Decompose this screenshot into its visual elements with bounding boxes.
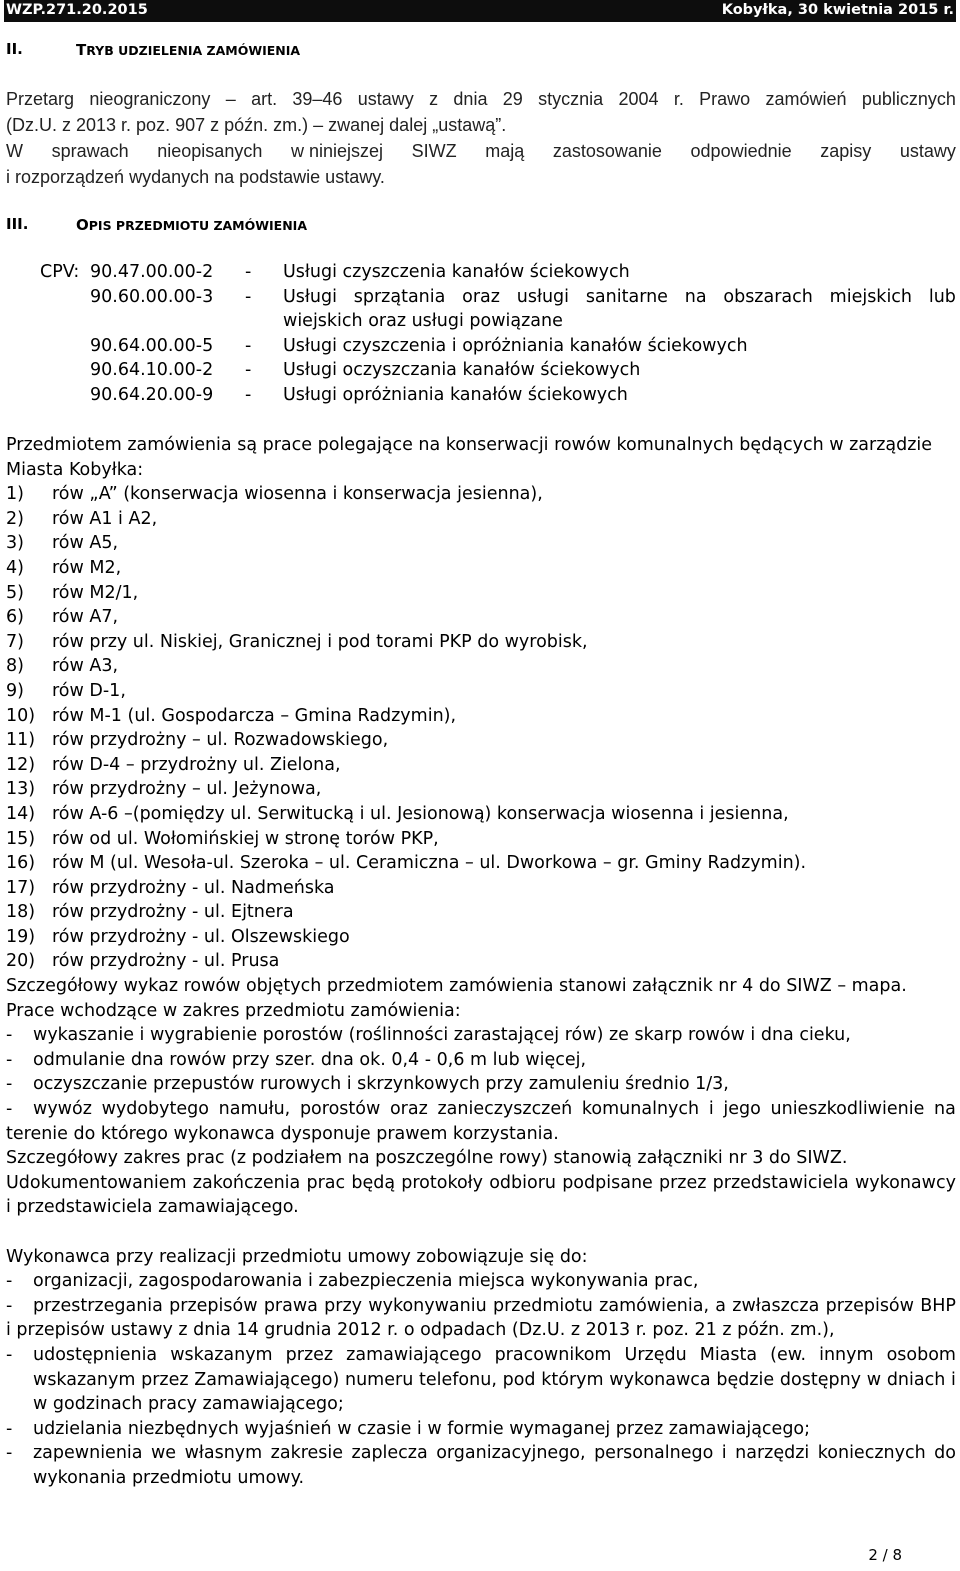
word: –: [225, 89, 236, 109]
word: dostępny: [779, 1369, 862, 1390]
word: na: [934, 1099, 956, 1120]
word: Urzędu: [624, 1344, 687, 1365]
list-text: rów przydrożny – ul. Rozwadowskiego,: [52, 730, 389, 751]
works-bullet-cont: terenie do którego wykonawca dysponuje prawem korzystania.: [6, 1123, 559, 1144]
word: wywóz: [33, 1099, 92, 1120]
ditch-list-item: [6, 556, 956, 581]
cpv-dash: -: [245, 384, 252, 405]
list-text: rów przydrożny - ul. Prusa: [52, 951, 280, 972]
word: z: [429, 89, 439, 109]
word: BHP: [920, 1295, 956, 1316]
word: we: [150, 1443, 177, 1464]
ditch-list-item: [6, 753, 956, 778]
section-number: III.: [6, 215, 29, 233]
word: (ew.: [770, 1344, 807, 1365]
word: wykonawca: [609, 1369, 711, 1390]
cpv-code: 90.64.10.00-2: [90, 360, 214, 381]
list-number: 11): [6, 730, 36, 751]
word: wykonawcy: [854, 1172, 956, 1193]
word: będzie: [716, 1369, 775, 1390]
page-number: 2 / 8: [868, 1546, 902, 1564]
contractor-bullet: - przestrzegania przepisów prawa przy wykonywaniu przedmiotu zamówienia, a zwłaszcza przepisów BHP: [6, 1294, 956, 1319]
list-text: rów A-6 –(pomiędzy ul. Serwitucką i ul. Jesionową) konserwacja wiosenna i jesienna,: [52, 803, 789, 824]
cpv-code: 90.64.20.00-9: [90, 384, 214, 405]
list-text: rów M-1 (ul. Gospodarcza – Gmina Radzymin),: [52, 705, 457, 726]
cpv-code: 90.47.00.00-2: [90, 262, 214, 282]
ditch-list-item: [6, 827, 956, 852]
word: r.: [673, 89, 684, 109]
ditch-list-item: [6, 925, 956, 950]
word: Usługi: [283, 286, 337, 307]
word: miejskich: [829, 286, 913, 307]
word: obszarach: [723, 286, 813, 307]
section-title-initial: T: [76, 41, 87, 59]
word: 2004: [618, 89, 659, 109]
word: którym: [541, 1369, 604, 1390]
list-text: rów M (ul. Wesoła-ul. Szeroka – ul. Ceramiczna – ul. Dworkowa – gr. Gminy Radzymin).: [52, 853, 807, 874]
document-date: Kobyłka, 30 kwietnia 2015 r.: [721, 2, 954, 18]
ditch-list: [6, 482, 956, 974]
word: przez: [141, 1369, 189, 1390]
ditch-map-note: Szczegółowy wykaz rowów objętych przedmiotem zamówienia stanowi załącznik nr 4 do SIWZ – mapa.: [6, 976, 907, 997]
ditch-list-item: [6, 728, 956, 753]
word: przedmiotu: [492, 1295, 593, 1316]
ditch-list-item: [6, 851, 956, 876]
document-reference: WZP.271.20.2015: [6, 2, 148, 18]
word: zanieczyszczeń: [437, 1099, 573, 1120]
word: własnym: [184, 1443, 263, 1464]
section-title-rest: PIS PRZEDMIOTU ZAMÓWIENIA: [88, 218, 308, 233]
ditch-list-item: [6, 876, 956, 901]
subject-line-1: Przedmiotem zamówienia są prace polegające na konserwacji rowów komunalnych będących w zarządzie: [6, 435, 933, 455]
word: wskazanym: [33, 1369, 136, 1390]
list-text: rów D-1,: [52, 680, 126, 701]
list-text: rów A1 i A2,: [52, 508, 158, 529]
contractor-bullet: - udzielania niezbędnych wyjaśnień w czasie i w formie wymaganej przez zamawiającego;: [6, 1418, 811, 1439]
ditch-list-item: [6, 605, 956, 630]
ditch-list-item: [6, 802, 956, 827]
word: osobom: [886, 1344, 956, 1365]
word: dnia: [453, 89, 488, 109]
ditch-list-item: [6, 900, 956, 925]
word: koniecznych: [817, 1443, 926, 1464]
list-number: 5): [6, 582, 24, 603]
word: przepisów: [825, 1295, 914, 1316]
ditch-list-item: [6, 482, 956, 507]
cpv-dash: -: [245, 360, 252, 381]
ditch-list-item: [6, 531, 956, 556]
list-text: rów M2/1,: [52, 582, 139, 603]
word: oraz: [462, 286, 500, 307]
word: nieograniczony: [89, 89, 211, 109]
word: W: [6, 141, 23, 161]
word: 39–46: [292, 89, 343, 109]
word: wykonywaniu: [368, 1295, 487, 1316]
word: mają: [485, 141, 525, 161]
word: usługi: [516, 286, 570, 307]
intro-line-2: (Dz.U. z 2013 r. poz. 907 z późn. zm.) – zwanej dalej „ustawą”.: [6, 115, 507, 135]
list-text: rów przy ul. Niskiej, Granicznej i pod torami PKP do wyrobisk,: [52, 631, 588, 652]
word: zaplecza: [351, 1443, 428, 1464]
ditch-list-item: [6, 630, 956, 655]
word: przestrzegania: [33, 1295, 163, 1316]
intro-line-1: [6, 86, 956, 112]
word: przy: [324, 1295, 363, 1316]
word: oraz: [389, 1099, 428, 1120]
word: pracownikom: [494, 1344, 612, 1365]
subject-line-2: Miasta Kobyłka:: [6, 459, 144, 480]
ditch-list-item: [6, 777, 956, 802]
word: zakończenia: [192, 1172, 301, 1193]
word: udostępnienia: [33, 1344, 158, 1365]
word: sanitarne: [585, 286, 668, 307]
ditch-list-item: [6, 679, 956, 704]
word: innym: [819, 1344, 874, 1365]
word: prawa: [263, 1295, 318, 1316]
word: namułu,: [218, 1099, 291, 1120]
list-number: 6): [6, 607, 24, 628]
list-text: rów „A” (konserwacja wiosenna i konserwacja jesienna),: [52, 484, 543, 505]
word: Przetarg: [6, 89, 75, 109]
list-number: 10): [6, 705, 36, 726]
list-text: rów przydrożny – ul. Jeżynowa,: [52, 779, 322, 800]
cpv-description: Usługi oczyszczania kanałów ściekowych: [283, 360, 641, 381]
list-number: 17): [6, 877, 36, 898]
list-text: rów od ul. Wołomińskiej w stronę torów PKP,: [52, 828, 439, 849]
intro-paragraph: [6, 86, 956, 190]
word: wydobytego: [101, 1099, 209, 1120]
cpv-label: CPV:: [40, 262, 80, 282]
word: ustawy: [357, 89, 414, 109]
word: organizacyjnego,: [436, 1443, 586, 1464]
word: przez: [285, 1344, 334, 1365]
scope-note: Szczegółowy zakres prac (z podziałem na poszczególne rowy) stanowią załączniki nr 3 do SIWZ.: [6, 1148, 848, 1169]
word: protokoły: [401, 1172, 484, 1193]
contractor-bullet: - udostępnienia wskazanym przez zamawiającego pracownikom Urzędu Miasta (ew. innym osobom: [6, 1343, 956, 1368]
subject-description: [6, 433, 956, 1491]
word: przez: [659, 1172, 707, 1193]
list-number: 9): [6, 680, 24, 701]
word: i: [721, 1443, 727, 1464]
word: Udokumentowaniem: [6, 1172, 187, 1193]
list-number: 7): [6, 631, 24, 652]
intro-line-3: [6, 138, 956, 164]
word: lub: [928, 286, 956, 307]
list-number: 4): [6, 557, 24, 578]
works-intro: Prace wchodzące w zakres przedmiotu zamówienia:: [6, 1000, 461, 1021]
word: zapewnienia: [33, 1443, 143, 1464]
word: w: [866, 1369, 882, 1390]
word: numeru: [345, 1369, 414, 1390]
word: art.: [251, 89, 278, 109]
word: komunalnych: [581, 1099, 700, 1120]
ditch-list-item: [6, 704, 956, 729]
word: zamówienia,: [599, 1295, 710, 1316]
cpv-description-cont: wiejskich oraz usługi powiązane: [283, 311, 563, 332]
word: wskazanym: [170, 1344, 273, 1365]
cpv-dash: -: [245, 335, 252, 356]
contractor-bullet: - zapewnienia we własnym zakresie zaplecza organizacyjnego, personalnego i narzędzi koniecznych do: [6, 1441, 956, 1466]
list-text: rów A7,: [52, 607, 119, 628]
word: zakresie: [270, 1443, 344, 1464]
word: przepisów: [169, 1295, 258, 1316]
word: i: [708, 1099, 714, 1120]
word: prac: [306, 1172, 346, 1193]
word: do: [934, 1443, 956, 1464]
word: podpisane: [562, 1172, 653, 1193]
word: i: [951, 1369, 956, 1390]
list-number: 16): [6, 853, 36, 874]
cpv-code: 90.60.00.00-3: [90, 286, 214, 307]
works-bullet: - wykaszanie i wygrabienie porostów (roślinności zarastającej rów) ze skarp rowów i dna cieku,: [6, 1025, 851, 1046]
list-number: 3): [6, 533, 24, 554]
list-number: 14): [6, 803, 36, 824]
word: jego: [723, 1099, 761, 1120]
cpv-description: [283, 285, 956, 310]
list-number: 13): [6, 779, 36, 800]
word: Prawo: [699, 89, 751, 109]
contractor-bullet-cont: w godzinach pracy zamawiającego;: [33, 1394, 344, 1415]
word: zamawiającego: [346, 1344, 482, 1365]
list-number: 1): [6, 484, 24, 505]
list-text: rów D-4 – przydrożny ul. Zielona,: [52, 754, 341, 775]
works-bullet: - odmulanie dna rowów przy szer. dna ok. 0,4 - 0,6 m lub więcej,: [6, 1049, 587, 1070]
word: w niniejszej: [290, 141, 383, 161]
word: będą: [351, 1172, 396, 1193]
documentation-line-2: i przedstawiciela zamawiającego.: [6, 1197, 299, 1218]
intro-line-4: i rozporządzeń wydanych na podstawie ustawy.: [6, 167, 385, 187]
list-text: rów przydrożny - ul. Nadmeńska: [52, 877, 335, 898]
list-number: 20): [6, 951, 36, 972]
word: zastosowanie: [552, 141, 662, 161]
list-number: 18): [6, 902, 36, 923]
word: SIWZ: [411, 141, 457, 161]
list-text: rów przydrożny - ul. Ejtnera: [52, 902, 294, 923]
page-header: [4, 0, 956, 22]
word: dniach: [886, 1369, 946, 1390]
list-text: rów A3,: [52, 656, 119, 677]
list-number: 15): [6, 828, 36, 849]
section-title-initial: O: [76, 216, 89, 234]
contractor-bullet: - organizacji, zagospodarowania i zabezpieczenia miejsca wykonywania prac,: [6, 1271, 699, 1292]
word: odbioru: [489, 1172, 556, 1193]
word: a: [715, 1295, 727, 1316]
word: odpowiednie: [690, 141, 792, 161]
cpv-description: Usługi czyszczenia kanałów ściekowych: [283, 262, 630, 282]
list-number: 19): [6, 926, 36, 947]
word: na: [684, 286, 707, 307]
ditch-list-item: [6, 581, 956, 606]
word: publicznych: [861, 89, 956, 109]
word: sprzątania: [353, 286, 446, 307]
word: personalnego: [594, 1443, 714, 1464]
contractor-bullet-cont: i przepisów ustawy z dnia 14 grudnia 2012 r. o odpadach (Dz.U. z 2013 r. poz. 21 z późn. zm.),: [6, 1320, 835, 1341]
word: zwłaszcza: [732, 1295, 820, 1316]
contractor-bullet-cont: [6, 1368, 956, 1393]
word: nieopisanych: [157, 141, 263, 161]
list-number: 8): [6, 656, 24, 677]
list-number: 2): [6, 508, 24, 529]
list-text: rów M2,: [52, 557, 122, 578]
word: zamówień: [765, 89, 847, 109]
ditch-list-item: [6, 654, 956, 679]
works-bullet: - wywóz wydobytego namułu, porostów oraz zanieczyszczeń komunalnych i jego unieszkodliwienie na: [6, 1097, 956, 1122]
cpv-dash: -: [245, 286, 252, 307]
works-bullet: - oczyszczanie przepustów rurowych i skrzynkowych przy zamuleniu średnio 1/3,: [6, 1074, 729, 1095]
contractor-bullet-cont: wykonania przedmiotu umowy.: [33, 1467, 305, 1488]
cpv-dash: -: [245, 262, 252, 282]
word: ustawy: [899, 141, 956, 161]
cpv-description: Usługi czyszczenia i opróżniania kanałów ściekowych: [283, 335, 748, 356]
word: Zamawiającego): [194, 1369, 340, 1390]
word: 29: [502, 89, 523, 109]
section-title-rest: RYB UDZIELENIA ZAMÓWIENIA: [86, 43, 301, 58]
ditch-list-item: [6, 507, 956, 532]
word: zapisy: [820, 141, 872, 161]
word: narzędzi: [735, 1443, 810, 1464]
ditch-list-item: [6, 949, 956, 974]
word: pod: [502, 1369, 536, 1390]
cpv-code: 90.64.00.00-5: [90, 335, 214, 356]
word: przedstawiciela: [712, 1172, 849, 1193]
contractor-intro: Wykonawca przy realizacji przedmiotu umowy zobowiązuje się do:: [6, 1246, 588, 1267]
word: sprawach: [51, 141, 129, 161]
word: porostów: [299, 1099, 381, 1120]
word: stycznia: [538, 89, 604, 109]
word: Miasta: [699, 1344, 758, 1365]
documentation-line-1: [6, 1171, 956, 1196]
word: telefonu,: [419, 1369, 497, 1390]
list-text: rów A5,: [52, 533, 119, 554]
section-number: II.: [6, 40, 23, 58]
cpv-description: Usługi opróżniania kanałów ściekowych: [283, 384, 628, 405]
word: unieszkodliwienie: [770, 1099, 925, 1120]
list-number: 12): [6, 754, 36, 775]
list-text: rów przydrożny - ul. Olszewskiego: [52, 926, 350, 947]
